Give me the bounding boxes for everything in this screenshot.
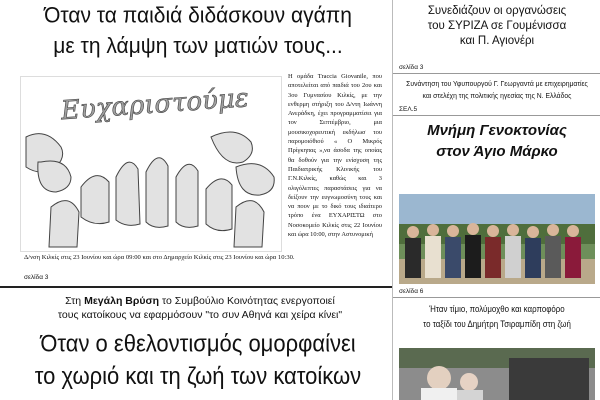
- headline-line: το ταξίδι του Δημήτρη Τσιραμπίδη στη ζωή: [423, 319, 571, 329]
- headline-line: Όταν ο εθελοντισμός ομορφαίνει: [40, 329, 356, 357]
- lead-text: το Συμβούλιο Κοινότητας ενεργοποιεί: [159, 295, 335, 307]
- headline-line: και Π. Αγιονέρι: [459, 35, 535, 47]
- page-ref[interactable]: ΣΕΛ.5: [399, 106, 418, 113]
- divider: [393, 297, 600, 298]
- article-caption: Δ/νση Κιλκίς στις 23 Ιουνίου και ώρα 09:00 και στο Δημαρχείο Κιλκίς στις 23 Ιουνίου και ώρα 10:30.: [24, 254, 295, 261]
- headline-line: Μνήμη Γενοκτονίας: [427, 122, 567, 139]
- page-ref[interactable]: σελίδα 3: [24, 274, 49, 281]
- headline-line: και στελέχη της πολιτικής ηγεσίας της Ν. Ελλάδος: [422, 91, 572, 100]
- headline-tsirampidis[interactable]: [403, 302, 590, 332]
- lead-line: [14, 294, 386, 308]
- headline-children-teach-love[interactable]: [18, 1, 378, 62]
- right-column: [392, 0, 600, 400]
- headline-line: Όταν τα παιδιά διδάσκουν αγάπη: [44, 3, 352, 28]
- page-ref[interactable]: σελίδα 3: [399, 64, 424, 71]
- thank-you-image: [20, 76, 282, 252]
- lead-text: Στη: [65, 295, 85, 307]
- headline-syriza[interactable]: [393, 4, 600, 49]
- headline-line: με τη λάμψη των ματιών τους...: [53, 34, 343, 59]
- lead-place: Μεγάλη Βρύση: [84, 295, 160, 307]
- headline-line: Ήταν τίμιο, πολύμοχθο και καρποφόρο: [429, 304, 565, 314]
- headline-line: το χωριό και τη ζωή των κατοίκων: [34, 362, 362, 390]
- lead-line: τους κατοίκους να εφαρμόσουν "το συν Αθηνά και χείρα κίνει": [57, 309, 343, 321]
- family-photo: [399, 348, 595, 400]
- divider: [393, 115, 600, 116]
- headline-line: Συνεδιάζουν οι οργανώσεις: [427, 5, 567, 17]
- page-ref[interactable]: σελίδα 6: [399, 288, 424, 295]
- lead-megali-vrysi[interactable]: [14, 294, 386, 322]
- article-body: Η ομάδα Traccia Giovanile, που αποτελείται από παιδιά του 2ου και 3ου Γυμνασίου Κιλκίς, με την ενθερμη στήριξη του Δ/ντη Ιωάννη Ανεράδκη, έχει προγραμματίσει για τον Σεπτέμβριο, μια μουσικοχορευτική εκδήλωσ του παρομοιόθιού « Ο Μικρός Πρίγκηπας »,να άσοδα της οποίας θα δοθούν για την ενίσχυση της Παιδιατρικής Κλινικής του Γ.Ν.Κιλκίς, καθώς και 3 ολιγόλεπτες παραστάσεις για να δείξουν την ευγνωμοσύνη τους και να πουν με το δικό τους ιδιαίτερο τρόπο ένα ΕΥΧΑΡΙΣΤΩ στο Νοσοκομείο Κιλκίς στις 22 Ιουνίου και ώρα 10:00, στην Αστυνομική: [288, 73, 382, 239]
- headline-line: Συνάντηση του Υφυπουργού Γ. Γεωργαντά με επιχειρηματίες: [406, 79, 588, 88]
- divider: [0, 286, 392, 288]
- headline-line: του ΣΥΡΙΖΑ σε Γουμένισσα: [427, 20, 567, 32]
- genocide-memorial-photo: [399, 194, 595, 284]
- clapping-hands-illustration: [21, 77, 281, 251]
- tsirampidis-photo: [399, 348, 595, 400]
- group-photo: [399, 194, 595, 284]
- headline-genocide-memory[interactable]: [393, 120, 600, 162]
- headline-georgantas[interactable]: [401, 78, 592, 102]
- headline-line: στον Άγιο Μάρκο: [436, 143, 558, 160]
- headline-volunteering[interactable]: [18, 328, 378, 393]
- divider: [393, 73, 600, 74]
- image-title: Ευχαριστούμε: [60, 83, 250, 127]
